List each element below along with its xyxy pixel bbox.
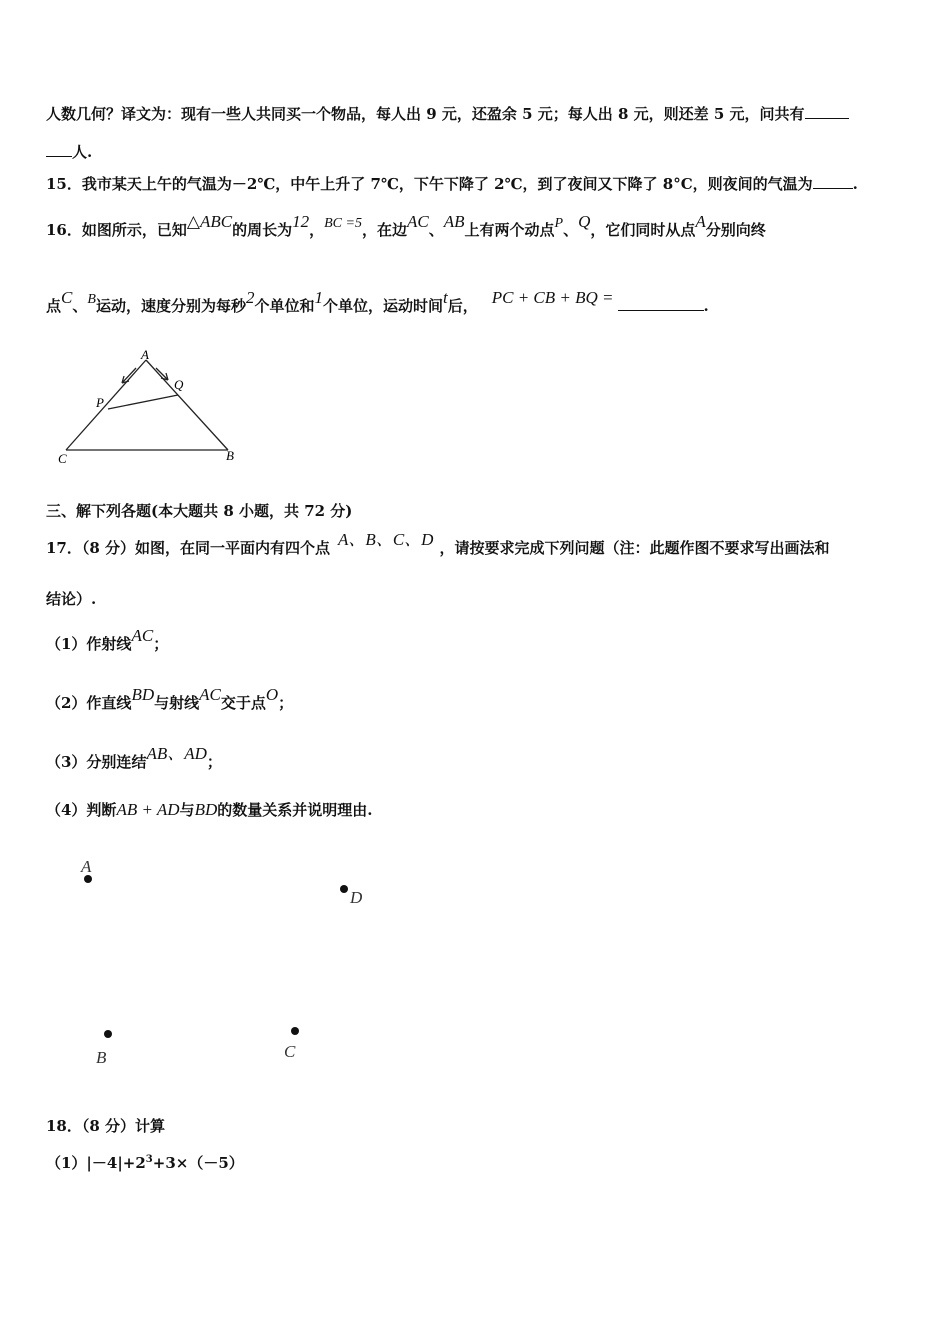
p16-text-5: ，它们同时从点 [590,221,696,239]
p15-text: 我市某天上午的气温为－2℃，中午上升了 7℃，下午下降了 2℃，到了夜间又下降了 8°C，则夜间的气温为 [81,175,813,193]
side-ab [146,360,228,450]
p16-text-11: 后， [447,297,478,315]
p16-perimeter: 12 [292,212,310,231]
triangle-figure [50,346,250,466]
segment-pq [108,395,178,409]
p17-question-4 [46,800,372,820]
p16-comma: ， [309,221,325,239]
answer-blank-14a [805,104,849,119]
p16-number: 16． [46,221,82,239]
p16-sep-3: 、 [72,297,88,315]
p17-question-2 [46,685,294,713]
problem-18 [46,1116,165,1136]
label-q: Q [174,377,184,392]
section-3-heading: 三、解下列各题(本大题共 8 小题，共 72 分) [46,502,353,520]
p16-text-4: 上有两个动点 [464,221,555,239]
p16-text-10: 个单位，运动时间 [322,297,443,315]
point-a [84,875,92,883]
p18-title: （8 分）计算 [81,1117,166,1135]
problem-17-line1 [46,530,830,558]
p17-q1-end: ； [153,635,169,653]
p16-t: t [442,288,448,307]
p17-q4-text-1: （4）判断 [46,801,117,819]
point-a-label: A [81,857,92,876]
p18-number: 18． [46,1117,82,1135]
problem-17-line2: 结论）. [46,590,97,608]
p15-number: 15． [46,175,82,193]
p16-text-9: 个单位和 [254,297,315,315]
problem-16-line2 [46,288,709,318]
problem-16-line1 [46,212,766,242]
p16-text-7: 点 [46,297,62,315]
p17-text-2: ，请按要求完成下列问题（注：此题作图不要求写出画法和 [439,539,830,557]
point-b [104,1030,112,1038]
p14-line1 [46,104,849,124]
p17-points: A、B、C、D [338,530,434,549]
point-d [340,885,348,893]
p17-q1-ac: AC [131,626,154,645]
p17-q2-text-1: （2）作直线 [46,694,132,712]
p17-q2-end: ； [278,694,294,712]
p17-q4-text-3: 的数量关系并说明理由. [217,801,373,819]
p17-q3-end: ； [206,753,222,771]
p18-q1-text-2: +3×（－5） [152,1154,244,1172]
label-b: B [226,448,234,463]
p16-end: . [703,297,709,315]
p16-bc: BC =5 [324,216,362,231]
p16-text-8: 运动，速度分别为每秒 [95,297,246,315]
point-c-label: C [284,1042,296,1061]
p16-sep-2: 、 [563,221,579,239]
p15-end: . [852,175,858,193]
p18-q1-exponent: 3 [145,1154,153,1165]
p16-text-6: 分别向终 [705,221,766,239]
p14-text: 人数几何？译文为：现有一些人共同买一个物品，每人出 9 元，还盈余 5 元；每人出 8 元，则还差 5 元，问共有 [46,105,805,123]
p16-a: A [695,212,706,231]
answer-blank-15 [813,174,853,189]
answer-blank-16 [618,296,704,311]
p16-ab: AB [443,212,465,231]
p17-q2-o: O [265,685,279,704]
side-ac [66,360,146,450]
p17-q4-bd: BD [194,800,218,819]
p17-q2-text-3: 交于点 [220,694,266,712]
p16-two: 2 [245,288,255,307]
point-c [291,1027,299,1035]
p16-ac: AC [406,212,429,231]
problem-15 [46,174,858,194]
p17-q2-text-2: 与射线 [154,694,200,712]
label-a: A [141,347,149,362]
p17-q3-text: （3）分别连结 [46,753,147,771]
p16-p: P [554,216,564,231]
p17-number: 17． [46,539,82,557]
p17-q4-sum: AB + AD [116,800,180,819]
p17-question-3 [46,744,222,772]
p16-one: 1 [314,288,323,307]
p17-q2-ac: AC [199,685,221,704]
p14-end: 人. [72,143,93,161]
p17-q2-bd: BD [131,685,155,704]
p16-b: B [87,292,96,307]
p16-q: Q [578,212,591,231]
label-p: P [96,395,104,410]
point-b-label: B [96,1048,107,1067]
answer-blank-14b [46,142,72,157]
arrow-right-icon [156,368,168,380]
p17-q4-text-2: 与 [179,801,195,819]
arrow-left-icon [122,368,136,383]
p14-line2 [46,142,92,162]
p18-question-1 [46,1150,244,1173]
p17-text-1: （8 分）如图，在同一平面内有四个点 [81,539,331,557]
p17-question-1 [46,626,169,654]
p16-text-2: 的周长为 [232,221,293,239]
p16-text-1: 如图所示，已知 [81,221,187,239]
p17-q3-ab-ad: AB、AD [146,744,207,763]
p17-q1-text: （1）作射线 [46,635,132,653]
point-d-label: D [350,888,363,907]
p18-q1-text: （1）|－4|+2 [46,1154,146,1172]
p16-expression: PC + CB + BQ = [491,288,614,307]
label-c: C [58,451,67,466]
p16-text-3: ，在边 [361,221,407,239]
p16-triangle: △ABC [186,212,233,231]
p16-sep-1: 、 [428,221,444,239]
points-figure [70,850,390,1070]
p16-c: C [61,288,73,307]
